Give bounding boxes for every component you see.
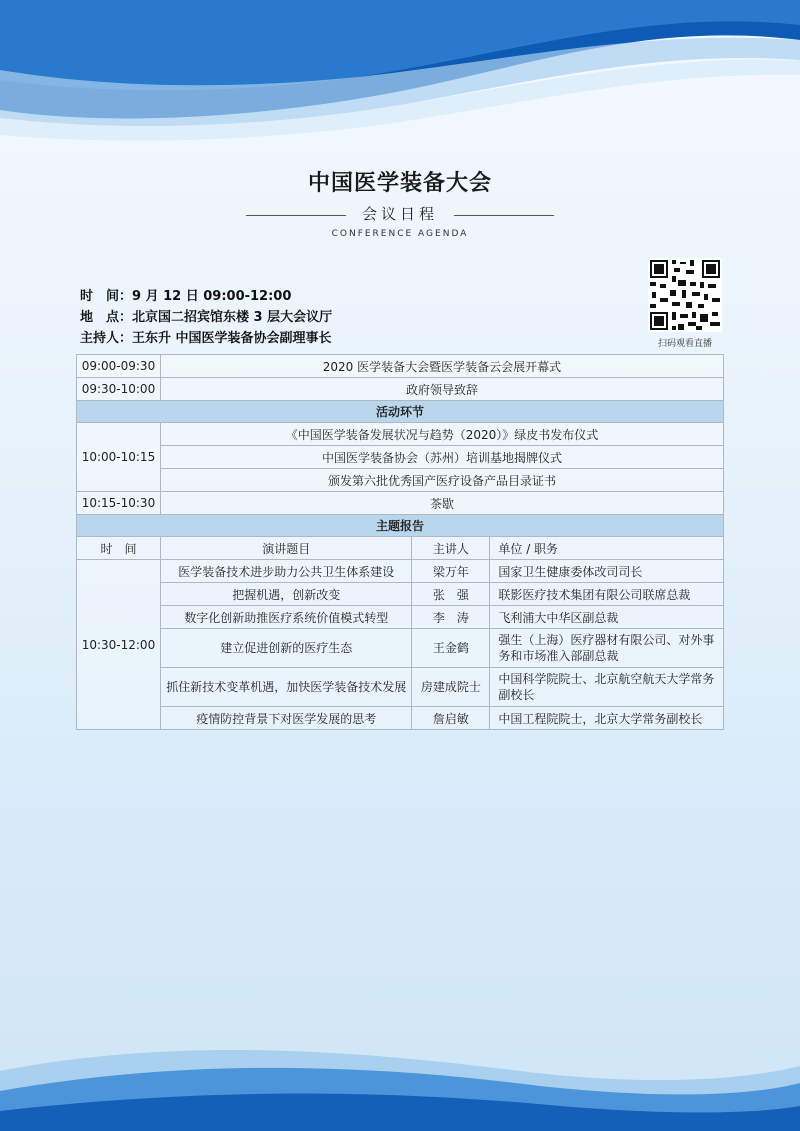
table-row — [77, 492, 724, 515]
table-header-row — [77, 537, 724, 560]
report-topic: 疫情防控背景下对医学发展的思考 — [160, 707, 412, 730]
bottom-wave-decoration — [0, 1011, 800, 1131]
table-row — [77, 423, 724, 446]
column-header: 时 间 — [77, 537, 161, 560]
agenda-item: 颁发第六批优秀国产医疗设备产品目录证书 — [160, 469, 723, 492]
page-subtitle: 会议日程 — [361, 205, 438, 223]
column-header: 演讲题目 — [160, 537, 412, 560]
report-org: 飞利浦大中华区副总裁 — [490, 606, 724, 629]
report-speaker: 王金鹤 — [412, 629, 490, 668]
divider-left — [246, 215, 346, 216]
report-org: 强生（上海）医疗器材有限公司、对外事务和市场准入部副总裁 — [490, 629, 724, 668]
report-org: 中国工程院院士，北京大学常务副校长 — [490, 707, 724, 730]
table-row — [77, 606, 724, 629]
section-title: 活动环节 — [77, 401, 724, 423]
agenda-time: 09:00-09:30 — [77, 355, 161, 378]
table-row — [77, 378, 724, 401]
column-header: 主讲人 — [412, 537, 490, 560]
report-speaker: 张 强 — [412, 583, 490, 606]
table-row — [77, 583, 724, 606]
meeting-time: 时 间：9 月 12 日 09:00-12:00 — [80, 289, 292, 304]
report-topic: 医学装备技术进步助力公共卫生体系建设 — [160, 560, 412, 583]
report-topic: 数字化创新助推医疗系统价值模式转型 — [160, 606, 412, 629]
agenda-item: 《中国医学装备发展状况与趋势（2020）》绿皮书发布仪式 — [160, 423, 723, 446]
qr-caption: 扫码观看直播 — [657, 339, 712, 349]
report-speaker: 詹启敏 — [412, 707, 490, 730]
report-org: 联影医疗技术集团有限公司联席总裁 — [490, 583, 724, 606]
meeting-info — [80, 286, 332, 349]
meeting-place: 地 点：北京国二招宾馆东楼 3 层大会议厅 — [80, 310, 333, 325]
table-row — [77, 560, 724, 583]
report-speaker: 房建成院士 — [412, 668, 490, 707]
agenda-time: 10:30-12:00 — [77, 560, 161, 730]
divider-right — [454, 215, 554, 216]
section-header-reports — [77, 515, 724, 537]
table-row — [77, 707, 724, 730]
report-topic: 抓住新技术变革机遇，加快医学装备技术发展 — [160, 668, 412, 707]
column-header: 单位 / 职务 — [490, 537, 724, 560]
agenda-time: 09:30-10:00 — [77, 378, 161, 401]
agenda-item: 2020 医学装备大会暨医学装备云会展开幕式 — [160, 355, 723, 378]
table-row — [77, 629, 724, 668]
report-topic: 建立促进创新的医疗生态 — [160, 629, 412, 668]
section-title: 主题报告 — [77, 515, 724, 537]
section-header-activities — [77, 401, 724, 423]
meeting-host: 主持人：王东升 中国医学装备协会副理事长 — [80, 331, 332, 346]
agenda-item: 政府领导致辞 — [160, 378, 723, 401]
report-topic: 把握机遇，创新改变 — [160, 583, 412, 606]
report-speaker: 李 涛 — [412, 606, 490, 629]
agenda-time: 10:15-10:30 — [77, 492, 161, 515]
agenda-item: 茶歇 — [160, 492, 723, 515]
top-wave-decoration — [0, 0, 800, 150]
report-org: 中国科学院院士、北京航空航天大学常务副校长 — [490, 668, 724, 707]
table-row — [77, 446, 724, 469]
page-subtitle-en: CONFERENCE AGENDA — [331, 229, 469, 239]
table-row — [77, 668, 724, 707]
report-speaker: 梁万年 — [412, 560, 490, 583]
agenda-item: 中国医学装备协会（苏州）培训基地揭牌仪式 — [160, 446, 723, 469]
page-title: 中国医学装备大会 — [307, 171, 492, 196]
agenda-time: 10:00-10:15 — [77, 423, 161, 492]
table-row — [77, 469, 724, 492]
table-row — [77, 355, 724, 378]
qr-code-icon[interactable] — [648, 258, 722, 332]
subtitle-row — [0, 203, 800, 229]
title-block — [0, 166, 800, 239]
report-org: 国家卫生健康委体改司司长 — [490, 560, 724, 583]
agenda-table — [76, 354, 724, 730]
